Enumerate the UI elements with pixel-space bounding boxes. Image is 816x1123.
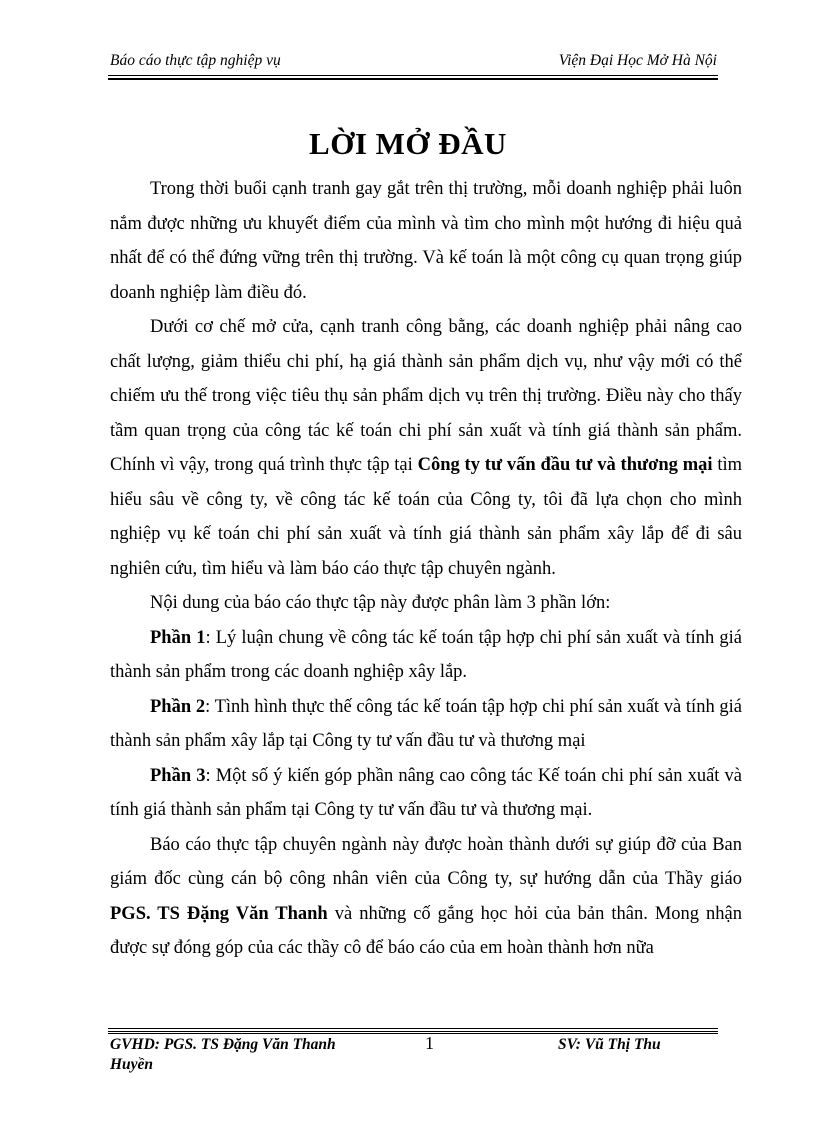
footer-advisor: GVHD: PGS. TS Đặng Văn Thanh Huyền bbox=[110, 1036, 336, 1073]
header-institution: Viện Đại Học Mở Hà Nội bbox=[558, 52, 717, 69]
page-title: LỜI MỞ ĐẦU bbox=[309, 126, 507, 161]
footer-rule bbox=[108, 1028, 718, 1029]
company-name: Công ty tư vấn đầu tư và thương mại bbox=[417, 455, 713, 475]
header-report-title: Báo cáo thực tập nghiệp vụ bbox=[110, 52, 281, 69]
paragraph-acknowledgement: Báo cáo thực tập chuyên ngành này được hoàn thành dưới sự giúp đỡ của Ban giám đốc cùng cán bộ công nhân viên của Công ty, sự hướng dẫn của Thầy giáo PGS. TS Đặng Văn Thanh và những cố gắng học hỏi của bản thân. Mong nhận được sự đóng góp của các thầy cô để báo cáo của em hoàn thành hơn nữa bbox=[110, 834, 742, 958]
paragraph-context: Dưới cơ chế mở cửa, cạnh tranh công bằng, các doanh nghiệp phải nâng cao chất lượng, giảm thiểu chi phí, hạ giá thành sản phẩm dịch vụ, như vậy mới có thể chiếm ưu thế trong việc tiêu thụ sản phẩm dịch vụ trên thị trường. Điều này cho thấy tầm quan trọng của công tác kế toán chi phí sản xuất và tính giá thành sản phẩm. Chính vì vậy, trong quá trình thực tập tại Công ty tư vấn đầu tư và thương mại tìm hiểu sâu về công ty, về công tác kế toán của Công ty, tôi đã lựa chọn cho mình nghiệp vụ kế toán chi phí sản xuất và tính giá thành sản phẩm xây lắp để đi sâu nghiên cứu, tìm hiểu và làm báo cáo thực tập chuyên ngành. bbox=[110, 317, 742, 579]
part-1-label: Phần 1 bbox=[150, 627, 206, 648]
advisor-name: PGS. TS Đặng Văn Thanh bbox=[110, 903, 328, 924]
header-rule-thick bbox=[108, 78, 718, 80]
paragraph-part-1: Phần 1: Lý luận chung về công tác kế toán tập hợp chi phí sản xuất và tính giá thành sản phẩm trong các doanh nghiệp xây lắp. bbox=[110, 627, 742, 682]
paragraph-part-2: Phần 2: Tình hình thực thế công tác kế toán tập hợp chi phí sản xuất và tính giá thành sản phẩm xây lắp tại Công ty tư vấn đầu tư và thương mại bbox=[110, 696, 742, 751]
paragraph-part-3: Phần 3: Một số ý kiến góp phần nâng cao công tác Kế toán chi phí sản xuất và tính giá thành sản phẩm tại Công ty tư vấn đầu tư và thương mại. bbox=[110, 765, 742, 820]
paragraph-structure: Nội dung của báo cáo thực tập này được phân làm 3 phần lớn: bbox=[150, 593, 611, 613]
footer-student: SV: Vũ Thị Thu bbox=[558, 1036, 661, 1053]
paragraph-intro: Trong thời buổi cạnh tranh gay gắt trên thị trường, mỗi doanh nghiệp phải luôn nắm được những ưu khuyết điểm của mình và tìm cho mình một hướng đi hiệu quả nhất để có thể đứng vững trên thị trường. Và kế toán là một công cụ quan trọng giúp doanh nghiệp làm điều đó. bbox=[110, 179, 742, 303]
part-2-label: Phần 2 bbox=[150, 696, 206, 717]
page-number: 1 bbox=[425, 1033, 434, 1053]
document-body bbox=[110, 172, 742, 966]
footer-rule-double bbox=[108, 1031, 718, 1034]
header-rule bbox=[108, 75, 718, 76]
part-3-label: Phần 3 bbox=[150, 765, 206, 786]
